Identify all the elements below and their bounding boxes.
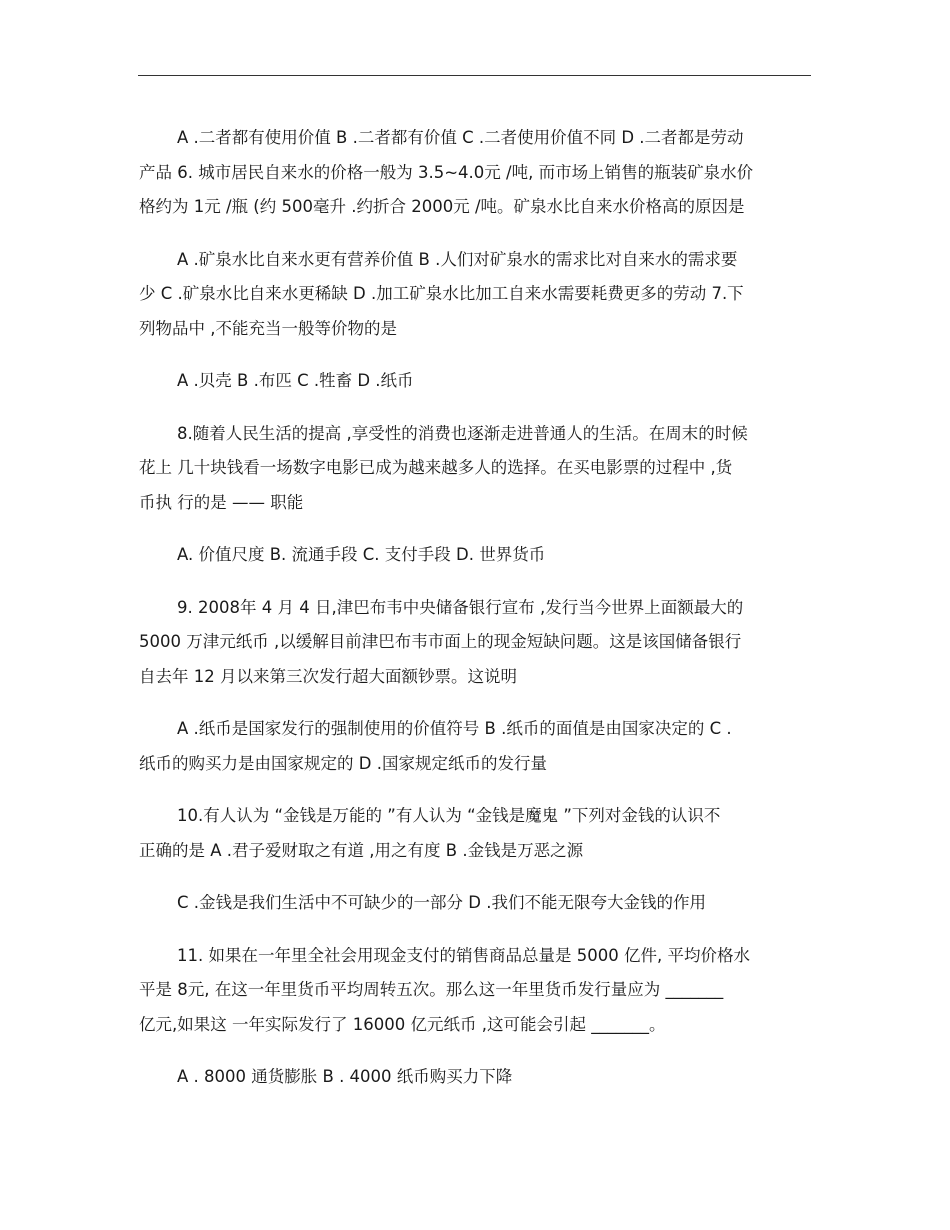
question-11-options bbox=[139, 1060, 811, 1095]
question-7-options bbox=[139, 364, 811, 399]
text-line: 纸币的购买力是由国家规定的 D .国家规定纸币的发行量 bbox=[139, 753, 547, 773]
question-6-options-and-question-7 bbox=[139, 243, 811, 347]
text-line: C .金钱是我们生活中不可缺少的一部分 D .我们不能无限夸大金钱的作用 bbox=[177, 893, 706, 912]
text-line: A .贝壳 B .布匹 C .牲畜 D .纸币 bbox=[177, 371, 414, 390]
text-line: A . 8000 通货膨胀 B . 4000 纸币购买力下降 bbox=[177, 1067, 513, 1086]
text-line: 平是 8元, 在这一年里货币平均周转五次。那么这一年里货币发行量应为 _______ bbox=[139, 980, 724, 999]
question-5-options-and-question-6 bbox=[139, 121, 811, 225]
question-9-options bbox=[139, 712, 811, 781]
text-line: 列物品中 ,不能充当一般等价物的是 bbox=[139, 318, 397, 338]
header-rule bbox=[138, 75, 811, 76]
question-10 bbox=[139, 799, 811, 868]
text-line: 花上 几十块钱看一场数字电影已成为越来越多人的选择。在买电影票的过程中 ,货 bbox=[139, 458, 733, 477]
text-line: A. 价值尺度 B. 流通手段 C. 支付手段 D. 世界货币 bbox=[177, 545, 546, 564]
question-10-options bbox=[139, 886, 811, 921]
text-line: 自去年 12 月以来第三次发行超大面额钞票。这说明 bbox=[139, 666, 517, 686]
text-line: 11. 如果在一年里全社会用现金支付的销售商品总量是 5000 亿件, 平均价格水 bbox=[177, 945, 750, 965]
text-line: 8.随着人民生活的提高 ,享受性的消费也逐渐走进普通人的生活。在周末的时候 bbox=[177, 423, 748, 443]
text-line: 亿元,如果这 一年实际发行了 16000 亿元纸币 ,这可能会引起 _______。 bbox=[139, 1014, 666, 1034]
text-line: 正确的是 A .君子爱财取之有道 ,用之有度 B .金钱是万恶之源 bbox=[139, 840, 584, 860]
question-8-options bbox=[139, 538, 811, 573]
text-line: 5000 万津元纸币 ,以缓解目前津巴布韦市面上的现金短缺问题。这是该国储备银行 bbox=[139, 632, 742, 651]
question-9 bbox=[139, 591, 811, 695]
document-body bbox=[139, 121, 811, 1095]
question-8 bbox=[139, 417, 811, 521]
text-line: A .二者都有使用价值 B .二者都有价值 C .二者使用价值不同 D .二者都是劳动 bbox=[177, 128, 744, 147]
text-line: 9. 2008年 4 月 4 日,津巴布韦中央储备银行宣布 ,发行当今世界上面额最大的 bbox=[177, 597, 744, 617]
text-line: 格约为 1元 /瓶 (约 500毫升 .约折合 2000元 /吨。矿泉水比自来水价格高的原因是 bbox=[139, 197, 745, 216]
text-line: A .纸币是国家发行的强制使用的价值符号 B .纸币的面值是由国家决定的 C . bbox=[177, 719, 732, 738]
text-line: A .矿泉水比自来水更有营养价值 B .人们对矿泉水的需求比对自来水的需求要 bbox=[177, 249, 738, 269]
text-line: 10.有人认为 “金钱是万能的 ”有人认为 “金钱是魔鬼 ”下列对金钱的认识不 bbox=[177, 806, 721, 825]
text-line: 币执 行的是 —— 职能 bbox=[139, 492, 304, 512]
text-line: 少 C .矿泉水比自来水更稀缺 D .加工矿泉水比加工自来水需要耗费更多的劳动 7.下 bbox=[139, 284, 744, 303]
text-line: 产品 6. 城市居民自来水的价格一般为 3.5~4.0元 /吨, 而市场上销售的瓶装矿泉水价 bbox=[139, 162, 754, 182]
question-11 bbox=[139, 939, 811, 1043]
